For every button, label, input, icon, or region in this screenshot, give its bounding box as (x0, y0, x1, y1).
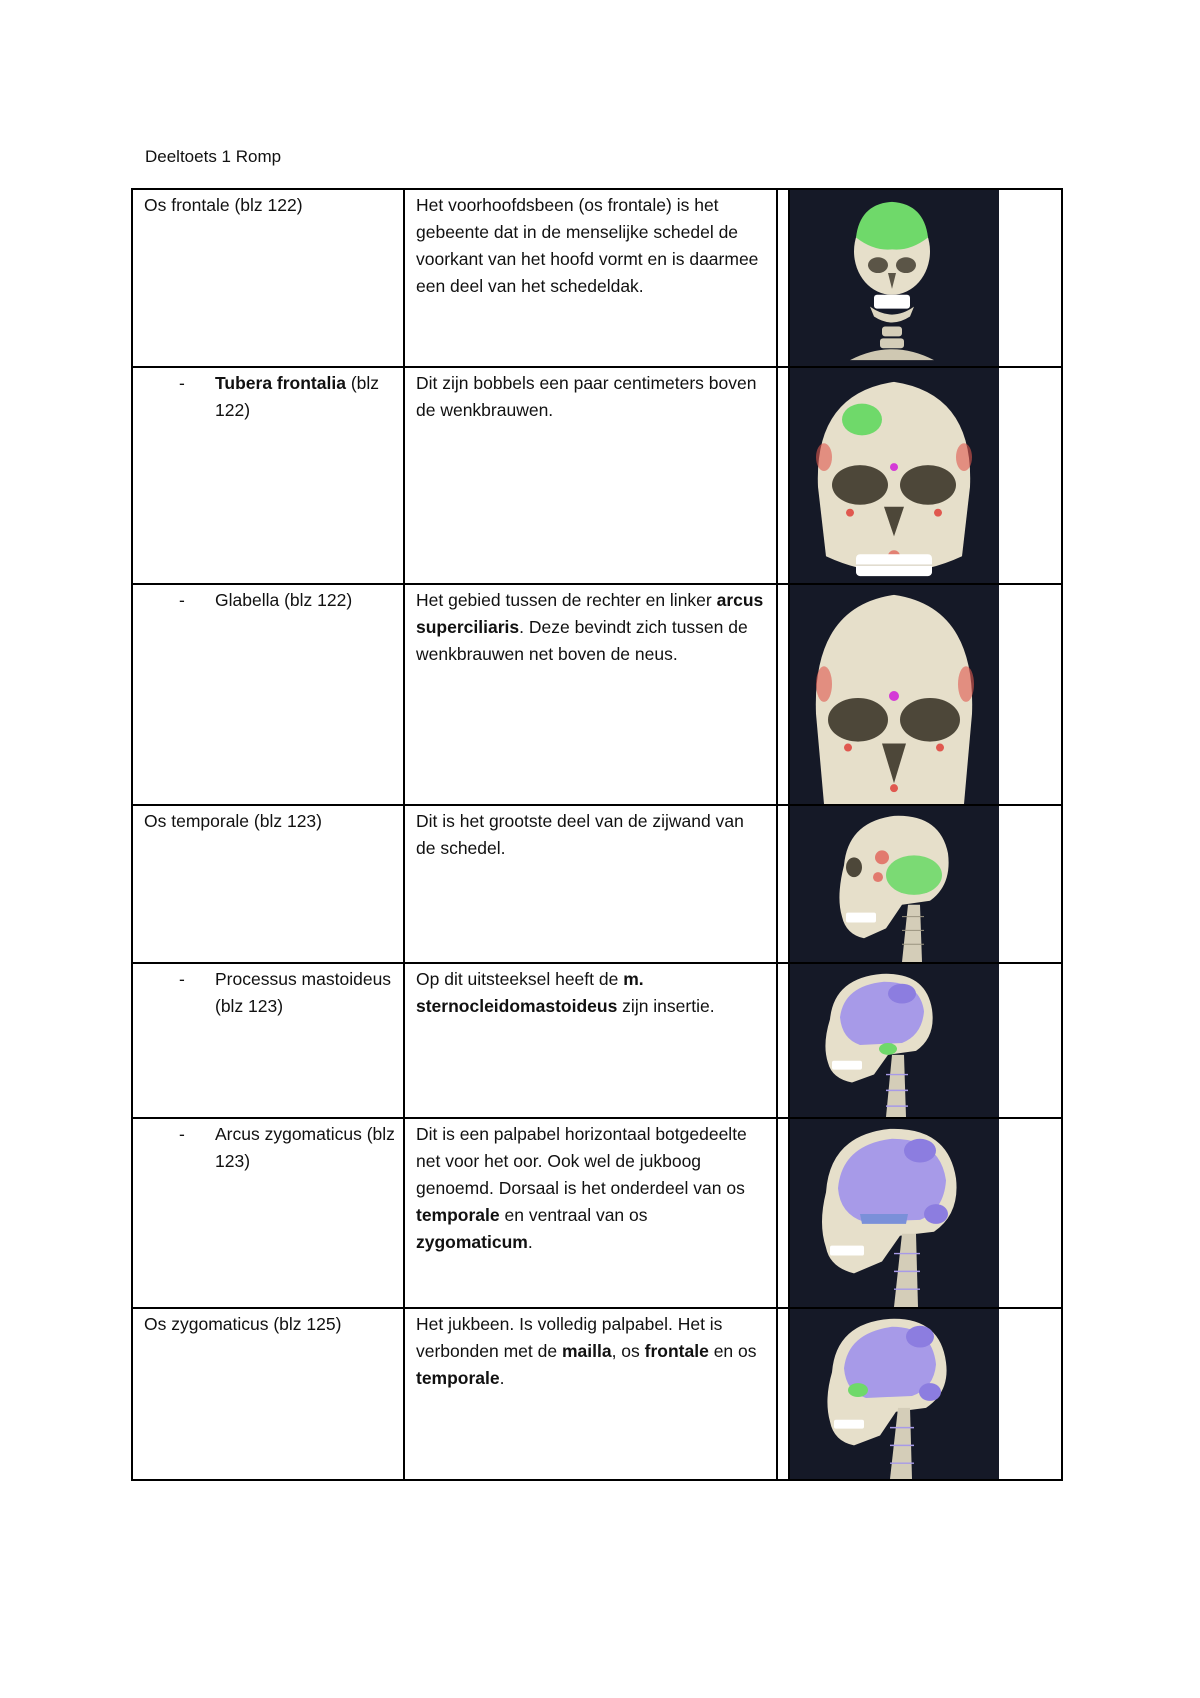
description-cell: Het jukbeen. Is volledig palpabel. Het is verbonden met de mailla, os frontale en os temporale. (416, 1314, 757, 1388)
anatomy-table (131, 188, 1063, 1481)
bullet-dash: - (179, 590, 185, 610)
term-cell: - Tubera frontalia (blz 122) (133, 368, 403, 424)
image-cell (789, 963, 1062, 1118)
description-cell: Dit is een palpabel horizontaal botgedeelte net voor het oor. Ook wel de jukboog genoemd. Dorsaal is het onderdeel van os temporale en ventraal van os zygomaticum. (416, 1124, 747, 1252)
skull-front-full-icon (790, 190, 999, 366)
bullet-dash: - (179, 1124, 185, 1144)
description-cell: Dit zijn bobbels een paar centimeters boven de wenkbrauwen. (416, 373, 757, 420)
skull-lateral-purple-icon (790, 964, 999, 1117)
term-cell: - Arcus zygomaticus (blz 123) (133, 1119, 403, 1175)
term-cell: Os frontale (blz 122) (144, 195, 303, 215)
description-cell: Op dit uitsteeksel heeft de m. sternocleidomastoideus zijn insertie. (416, 969, 715, 1016)
image-cell (789, 189, 1062, 367)
table-row (132, 584, 1062, 805)
bullet-dash: - (179, 373, 185, 393)
description-cell: Dit is het grootste deel van de zijwand van de schedel. (416, 811, 744, 858)
term-cell: Os zygomaticus (blz 125) (144, 1314, 342, 1334)
description-cell: Het gebied tussen de rechter en linker arcus superciliaris. Deze bevindt zich tussen de wenkbrauwen net boven de neus. (416, 590, 764, 664)
image-cell (789, 584, 1062, 805)
term-cell: - Glabella (blz 122) (133, 585, 403, 614)
image-cell (789, 805, 1062, 963)
term-cell: Os temporale (blz 123) (144, 811, 322, 831)
table-row (132, 1308, 1062, 1480)
table-row (132, 189, 1062, 367)
image-cell (789, 1118, 1062, 1308)
term-cell: - Processus mastoideus (blz 123) (133, 964, 403, 1020)
bullet-dash: - (179, 969, 185, 989)
table-row (132, 805, 1062, 963)
image-cell (789, 1308, 1062, 1480)
skull-front-closeup-icon (790, 368, 999, 583)
table-row (132, 963, 1062, 1118)
skull-lateral-icon (790, 806, 999, 962)
skull-front-glabella-icon (790, 585, 999, 804)
description-cell: Het voorhoofdsbeen (os frontale) is het gebeente dat in de menselijke schedel de voorkant van het hoofd vormt en is daarmee een deel van het schedeldak. (416, 195, 759, 296)
image-cell (789, 367, 1062, 584)
table-row (132, 367, 1062, 584)
skull-lateral-zygomatic-icon (790, 1119, 999, 1307)
skull-lateral-zygomaticus-icon (790, 1309, 999, 1479)
table-row (132, 1118, 1062, 1308)
document-title: Deeltoets 1 Romp (145, 147, 282, 166)
